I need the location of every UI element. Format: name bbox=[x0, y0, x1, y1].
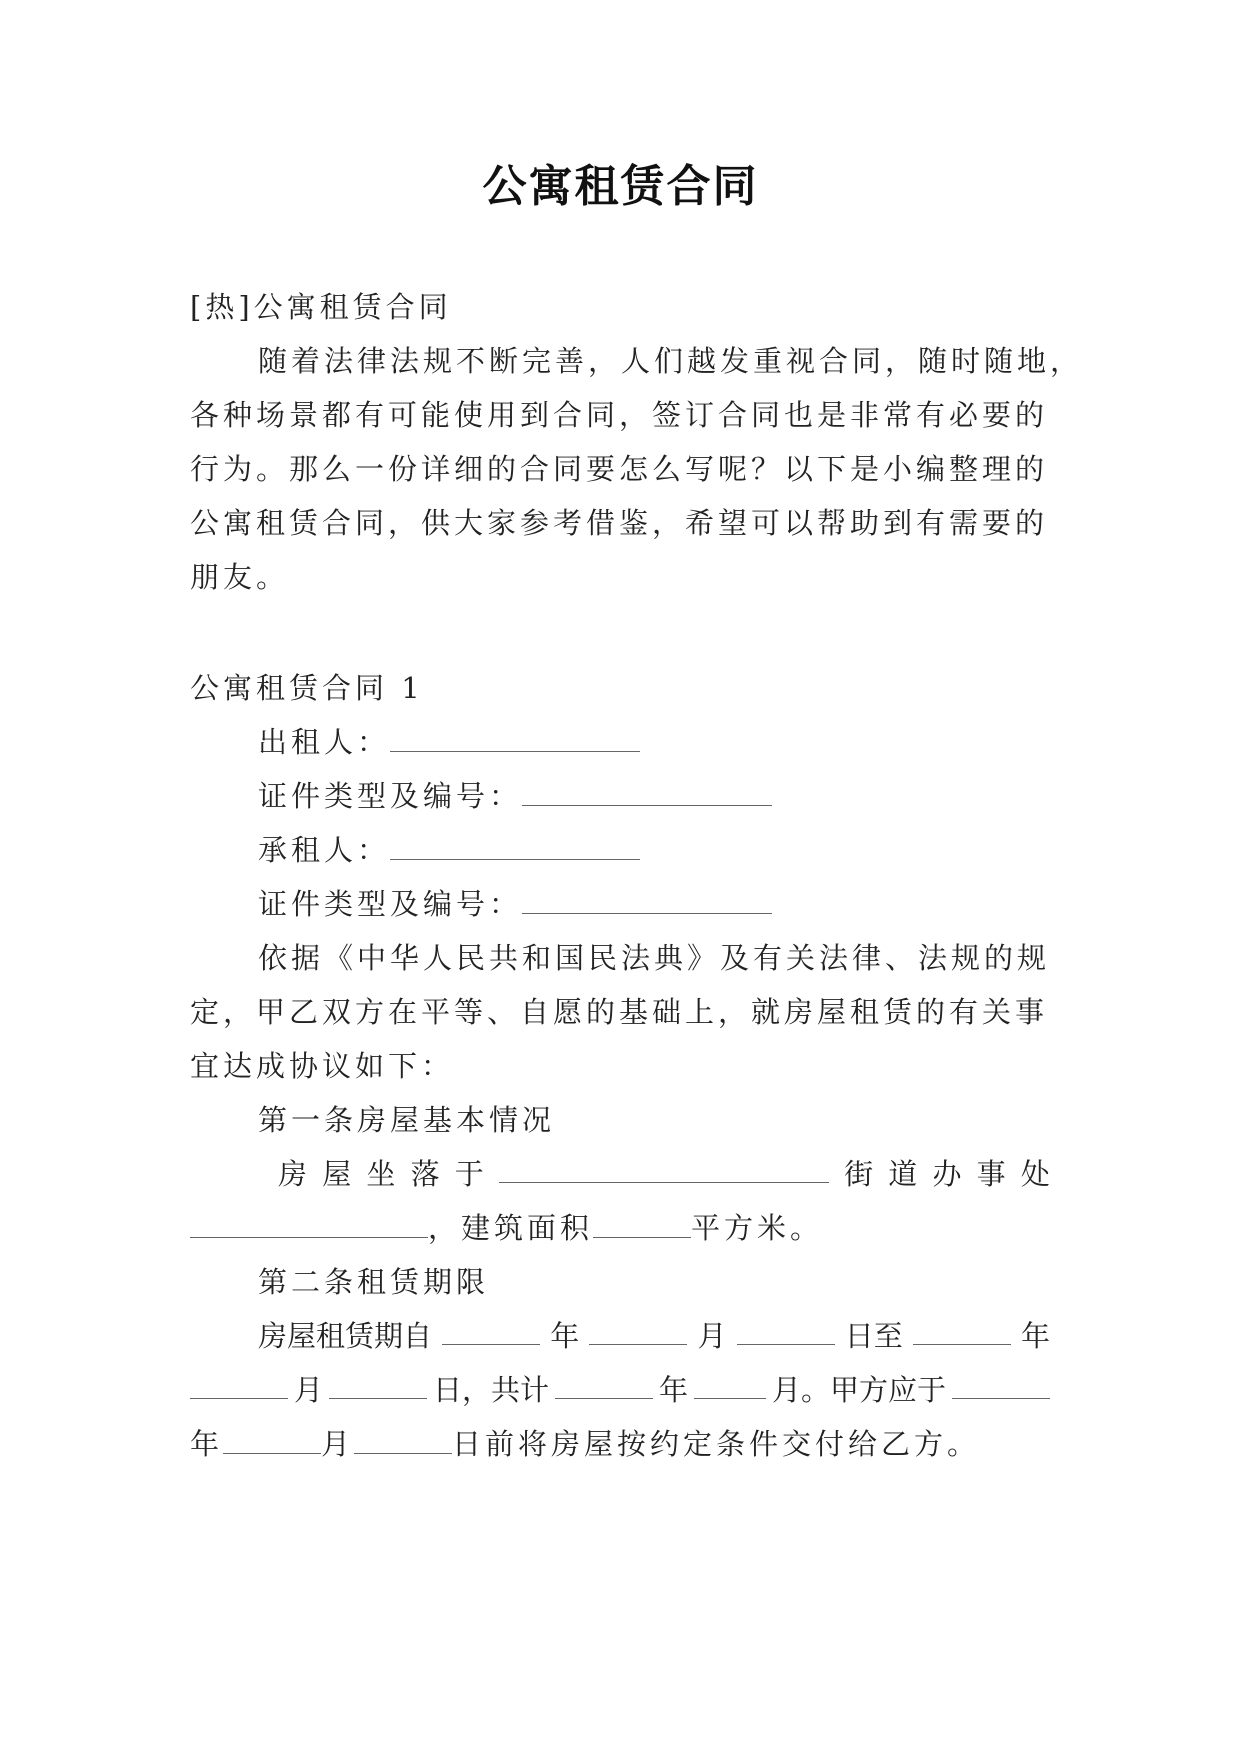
lessee-id-row bbox=[258, 884, 1050, 924]
deliver-day-blank bbox=[354, 1425, 452, 1454]
total-month-blank bbox=[694, 1370, 766, 1399]
intro-line-1: 随着法律法规不断完善，人们越发重视合同，随时随地， bbox=[258, 344, 1084, 378]
address-blank bbox=[190, 1209, 428, 1238]
month-label: 月 bbox=[697, 1319, 727, 1353]
month-label: 月 bbox=[293, 1373, 323, 1407]
lessee-blank bbox=[390, 831, 640, 860]
street-word: 道 bbox=[888, 1157, 918, 1191]
street-word: 处 bbox=[1020, 1157, 1050, 1191]
lessor-id-label: 证件类型及编号： bbox=[258, 779, 523, 813]
deliver-month-blank bbox=[223, 1425, 321, 1454]
year-label: 年 bbox=[1020, 1319, 1050, 1353]
street-word: 办 bbox=[932, 1157, 962, 1191]
area-blank bbox=[593, 1209, 691, 1238]
year-label: 年 bbox=[550, 1319, 580, 1353]
section-title: 公寓租赁合同 1 bbox=[190, 671, 424, 705]
area-prefix: ，建筑面积 bbox=[428, 1211, 594, 1245]
intro-line-3: 行为。那么一份详细的合同要怎么写呢？以下是小编整理的 bbox=[190, 452, 1049, 486]
location-blank bbox=[499, 1154, 829, 1183]
intro-line-5: 朋友。 bbox=[190, 560, 290, 594]
location-word: 房 bbox=[278, 1157, 308, 1191]
lessee-id-blank bbox=[522, 885, 772, 914]
day-total-label: 日，共计 bbox=[432, 1373, 549, 1407]
location-word: 坐 bbox=[366, 1157, 396, 1191]
lessee-id-label: 证件类型及编号： bbox=[258, 887, 523, 921]
start-day-blank bbox=[737, 1316, 835, 1345]
location-word: 于 bbox=[454, 1157, 484, 1191]
basis-line-3: 宜达成协议如下： bbox=[190, 1049, 455, 1083]
intro-line-4: 公寓租赁合同，供大家参考借鉴，希望可以帮助到有需要的 bbox=[190, 506, 1049, 540]
month-label: 月 bbox=[321, 1427, 355, 1461]
location-word: 屋 bbox=[322, 1157, 352, 1191]
end-day-blank bbox=[329, 1370, 427, 1399]
hot-heading: [热]公寓租赁合同 bbox=[190, 290, 452, 324]
lessor-id-blank bbox=[522, 777, 772, 806]
article1-title: 第一条房屋基本情况 bbox=[258, 1103, 556, 1137]
article2-period-row bbox=[258, 1316, 1050, 1356]
lessor-row bbox=[258, 722, 1050, 762]
area-suffix: 平方米。 bbox=[691, 1211, 824, 1245]
street-word: 街 bbox=[844, 1157, 874, 1191]
basis-line-1: 依据《中华人民共和国民法典》及有关法律、法规的规 bbox=[258, 941, 1051, 975]
lessee-row bbox=[258, 830, 1050, 870]
intro-line-2: 各种场景都有可能使用到合同，签订合同也是非常有必要的 bbox=[190, 398, 1049, 432]
article2-title: 第二条租赁期限 bbox=[258, 1265, 490, 1299]
period-prefix: 房屋租赁期自 bbox=[258, 1319, 433, 1353]
end-year-blank bbox=[913, 1316, 1011, 1345]
deliver-suffix: 日前将房屋按约定条件交付给乙方。 bbox=[452, 1427, 981, 1461]
document-title: 公寓租赁合同 bbox=[482, 161, 759, 212]
start-year-blank bbox=[442, 1316, 540, 1345]
year-label: 年 bbox=[190, 1427, 224, 1461]
start-month-blank bbox=[589, 1316, 687, 1345]
end-month-blank bbox=[190, 1370, 288, 1399]
year-label: 年 bbox=[658, 1373, 688, 1407]
day-to-label: 日至 bbox=[844, 1319, 903, 1353]
month-deliver-label: 月。甲方应于 bbox=[771, 1373, 946, 1407]
lessor-blank bbox=[390, 723, 640, 752]
lessee-label: 承租人： bbox=[258, 833, 391, 867]
location-word: 落 bbox=[410, 1157, 440, 1191]
lessor-id-row bbox=[258, 776, 1050, 816]
basis-line-2: 定，甲乙双方在平等、自愿的基础上，就房屋租赁的有关事 bbox=[190, 995, 1049, 1029]
street-word: 事 bbox=[976, 1157, 1006, 1191]
article2-deliver-row bbox=[190, 1424, 1050, 1464]
article2-total-row bbox=[190, 1370, 1050, 1410]
lessor-label: 出租人： bbox=[258, 725, 391, 759]
article1-area-row bbox=[190, 1208, 1050, 1248]
total-year-blank bbox=[555, 1370, 653, 1399]
article1-location-row bbox=[278, 1154, 1050, 1194]
deliver-year-blank bbox=[952, 1370, 1050, 1399]
